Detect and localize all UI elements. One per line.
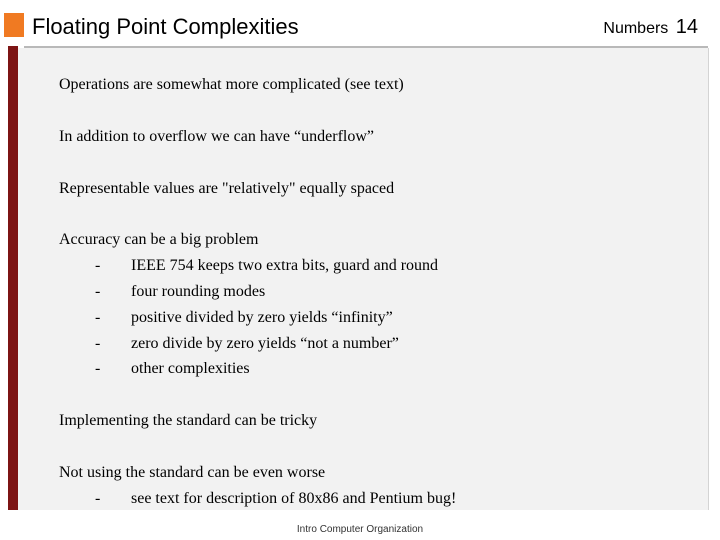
bullet-item [59, 176, 699, 202]
slide-section-label [603, 16, 698, 39]
bullet-text: In addition to overflow we can have “underflow” [59, 127, 374, 145]
sub-bullet-text: zero divide by zero yields “not a number” [131, 334, 399, 352]
slide-footer: Intro Computer Organization [296, 524, 424, 535]
page-number: 14 [675, 16, 698, 38]
sub-bullet-item [59, 279, 699, 305]
sub-bullet-text: four rounding modes [131, 282, 266, 300]
bullet-text: Implementing the standard can be tricky [59, 412, 318, 430]
bullet-list [59, 72, 699, 538]
sub-bullet-item [59, 253, 699, 279]
bullet-item [59, 408, 699, 434]
title-accent-square [4, 13, 24, 37]
sub-bullet-text: IEEE 754 keeps two extra bits, guard and round [131, 257, 439, 275]
bullet-text: Representable values are "relatively" equally spaced [59, 179, 395, 197]
bullet-item [59, 124, 699, 150]
sub-bullet-item [59, 331, 699, 357]
slide-title: Floating Point Complexities [32, 14, 299, 39]
dash-marker: - [95, 334, 101, 352]
left-accent-bar [8, 46, 18, 510]
dash-marker: - [95, 308, 101, 326]
sub-bullet-item [59, 305, 699, 331]
bullet-item [59, 460, 699, 512]
dash-marker: - [95, 489, 101, 507]
dash-marker: - [95, 257, 101, 275]
dash-marker: - [95, 360, 101, 378]
sub-bullet-item [59, 486, 699, 512]
sub-bullet-item [59, 356, 699, 382]
bullet-item [59, 72, 699, 98]
section-name: Numbers [603, 20, 669, 37]
sub-bullet-text: see text for description of 80x86 and Pentium bug! [131, 489, 457, 507]
bullet-text: Accuracy can be a big problem [59, 231, 259, 249]
bullet-text: Operations are somewhat more complicated (see text) [59, 76, 404, 93]
bullet-item [59, 227, 699, 382]
sub-bullet-text: other complexities [131, 360, 250, 378]
dash-marker: - [95, 282, 101, 300]
sub-bullet-text: positive divided by zero yields “infinity” [131, 308, 393, 326]
bullet-text: Not using the standard can be even worse [59, 463, 326, 481]
